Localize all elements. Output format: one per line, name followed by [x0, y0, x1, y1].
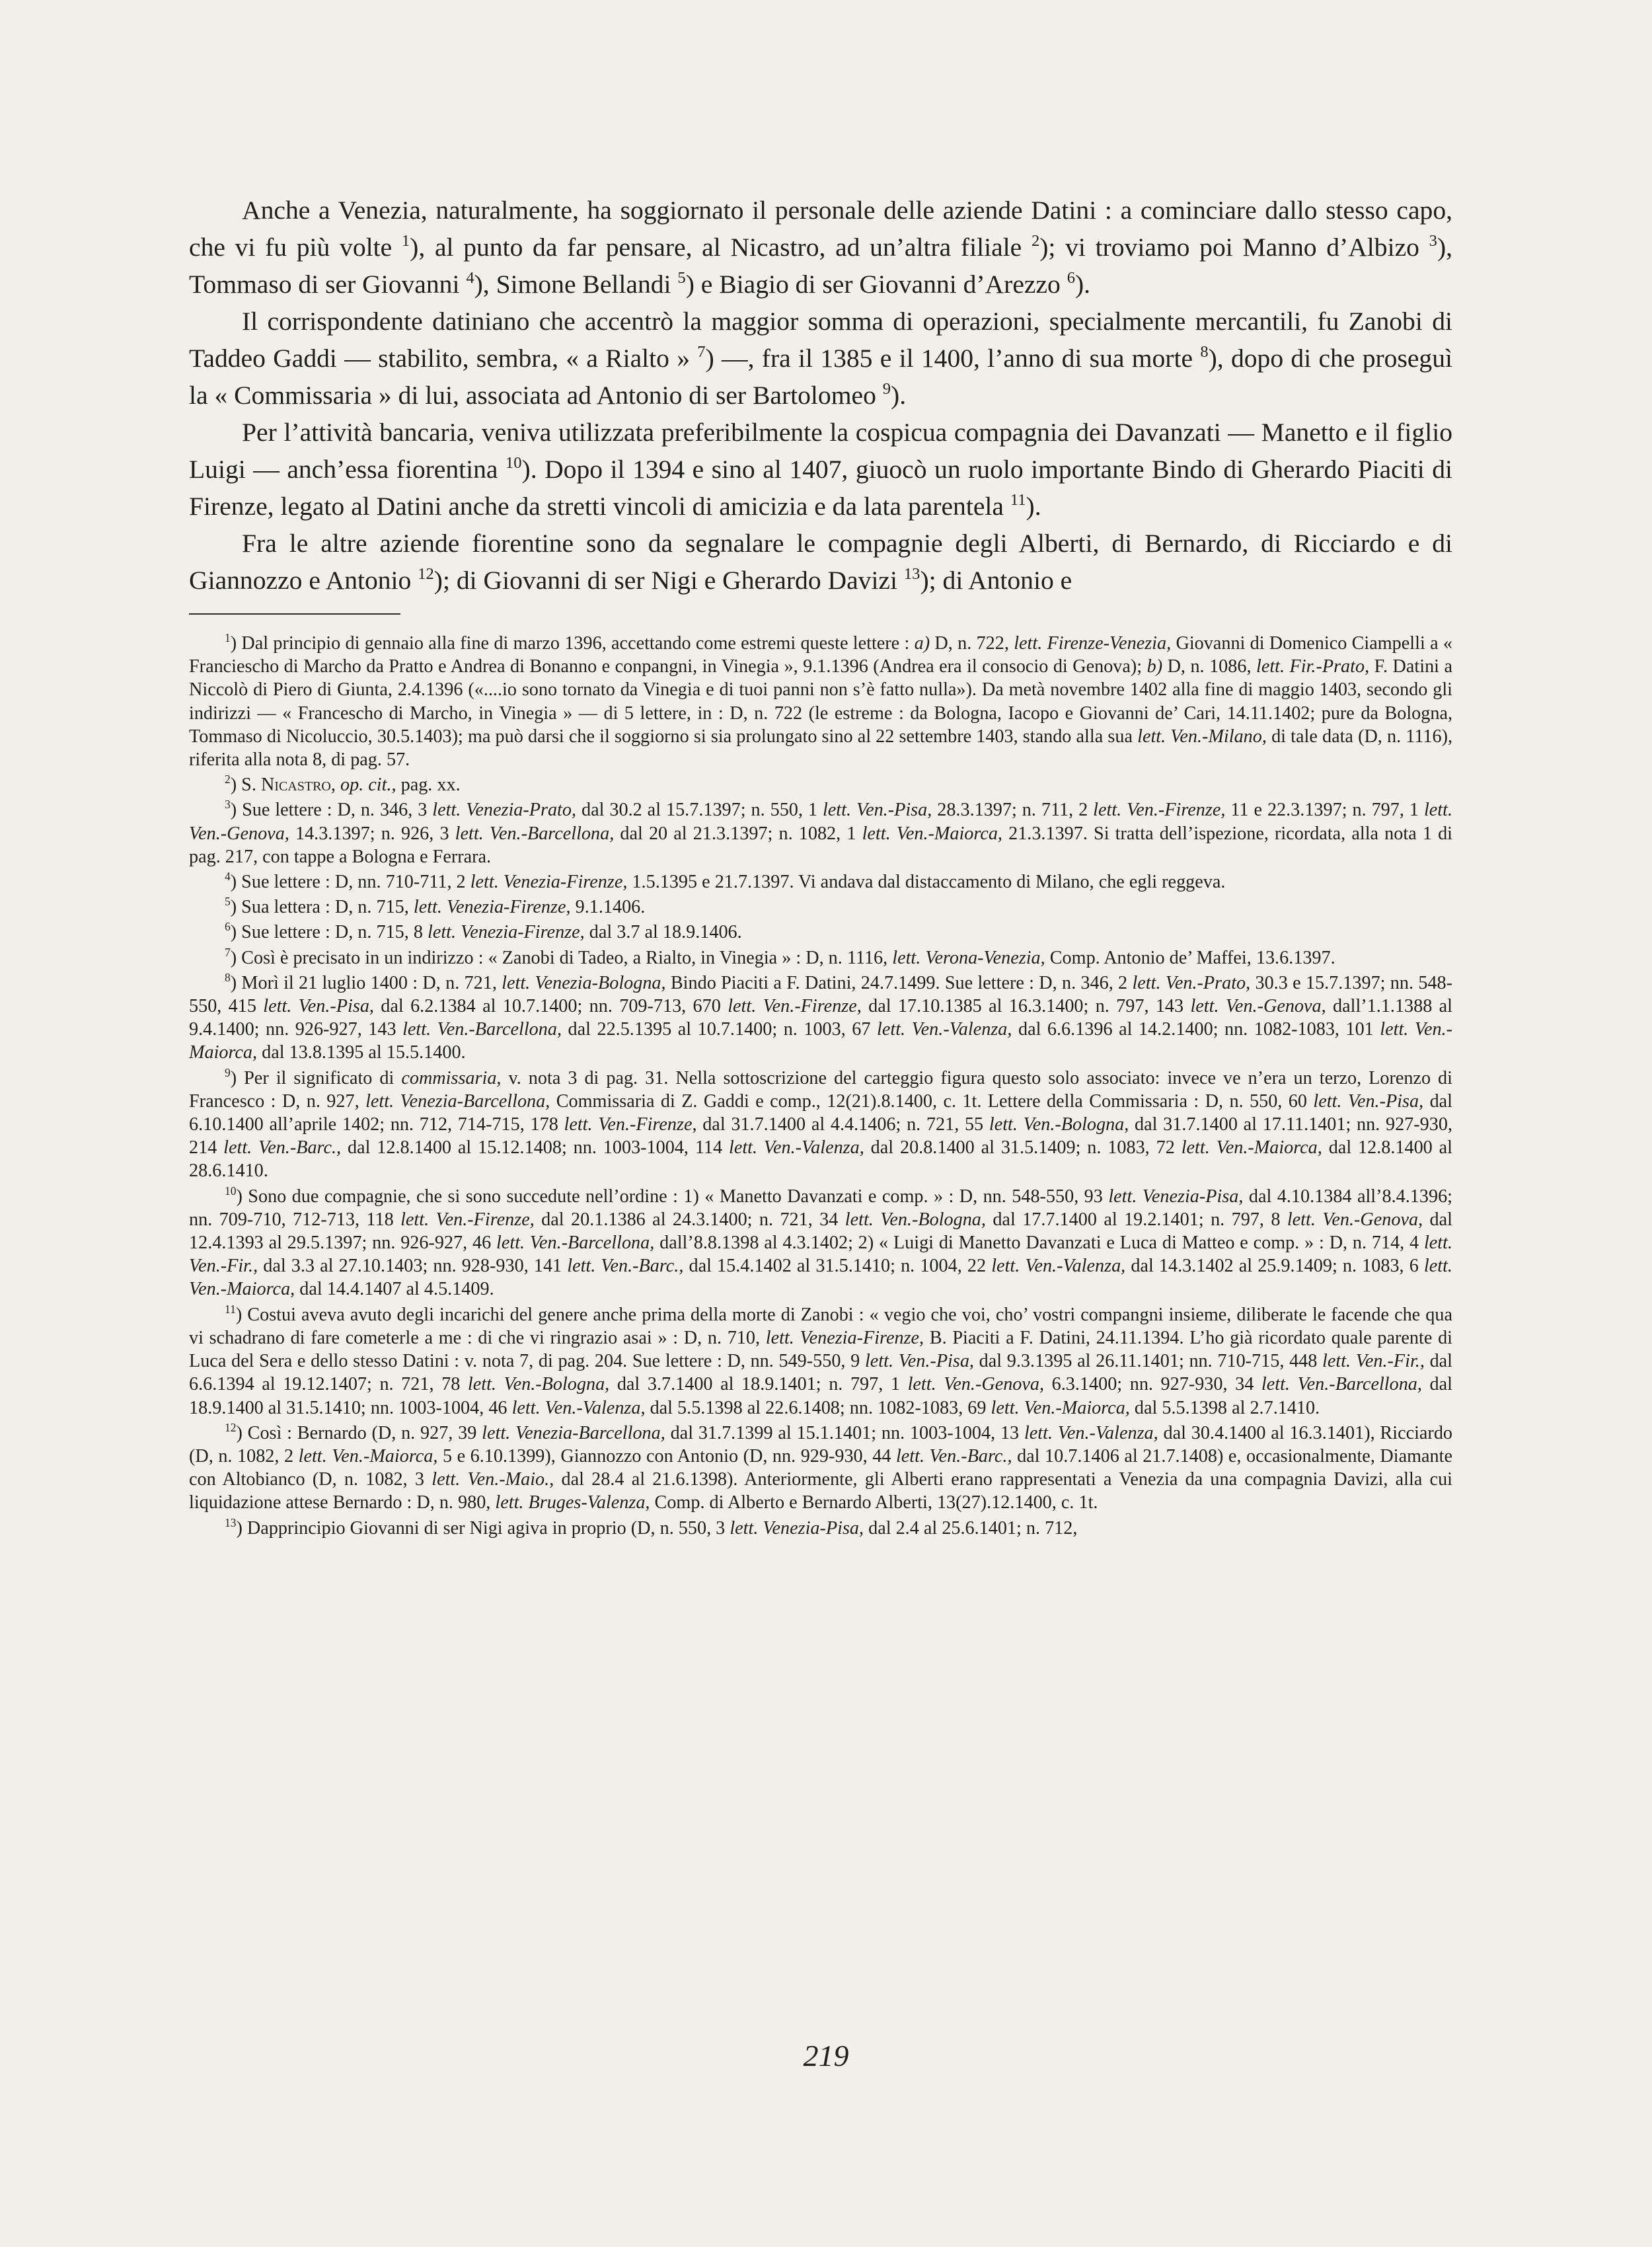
text-run: 5 e 6.10.1399), Giannozzo con Antonio (D, nn. 929-930, 44 [437, 1445, 896, 1466]
italic-text: lett. Ven.-Barc., [567, 1256, 684, 1277]
text-run: Fra le altre aziende fiorentine sono da segnalare le compagnie degli Alberti, di Bernardo, di Ricciardo e di Giannozzo e Antonio [189, 529, 1452, 595]
text-run: dal 12.8.1400 al 28.6.1410. [189, 1137, 1452, 1182]
italic-text: lett. Ven.-Fir., [189, 1233, 1453, 1277]
italic-text: lett. Ven.-Firenze, [400, 1209, 535, 1230]
italic-text: lett. Venezia-Prato, [432, 800, 577, 821]
text-run: ) Sua lettera : D, n. 715, [230, 897, 414, 918]
body-paragraph [189, 303, 1452, 414]
note-marker: 5 [677, 268, 686, 287]
text-run: D, n. 722, [930, 633, 1014, 654]
text-run: dal 5.5.1398 al 2.7.1410. [1129, 1397, 1320, 1418]
italic-text: lett. Ven.-Valenza, [991, 1256, 1126, 1277]
italic-text: lett. Ven.-Maiorca, [862, 823, 1002, 844]
note-marker: 12 [225, 1420, 237, 1434]
italic-text: b) [1146, 656, 1163, 677]
text-run: ). [891, 381, 907, 410]
footnote [189, 773, 1452, 796]
note-marker: 6 [225, 920, 231, 934]
text-run: dal 13.8.1395 al 15.5.1400. [257, 1042, 466, 1063]
note-marker: 7 [697, 342, 706, 361]
note-marker: 9 [882, 379, 891, 398]
note-marker: 9 [225, 1065, 231, 1079]
note-marker: 10 [225, 1184, 237, 1198]
text-run: ) Così : Bernardo (D, n. 927, 39 [236, 1422, 482, 1443]
italic-text: lett. Venezia-Barcellona, [482, 1422, 665, 1443]
text-run: ) Sono due compagnie, che si sono succedute nell’ordine : 1) « Manetto Davanzati e comp. » : D, nn. 548-550, 93 [236, 1186, 1109, 1207]
italic-text: a) [914, 633, 930, 654]
text-run: dal 14.3.1402 al 25.9.1409; n. 1083, 6 [1125, 1256, 1424, 1277]
text-run: Comp. di Alberto e Bernardo Alberti, 13(27).12.1400, c. 1t. [650, 1492, 1098, 1513]
text-run: dal 6.6.1394 al 19.12.1407; n. 721, 78 [189, 1351, 1453, 1395]
text-run: dal 20.8.1400 al 31.5.1409; n. 1083, 72 [864, 1137, 1182, 1159]
text-run: dal 17.7.1400 al 19.2.1401; n. 797, 8 [985, 1209, 1287, 1230]
text-run: ); vi troviamo poi Manno d’Albizo [1039, 233, 1429, 262]
footnote [189, 632, 1452, 771]
italic-text: lett. Fir.-Prato, [1256, 656, 1370, 677]
italic-text: lett. Ven.-Maiorca, [1181, 1137, 1322, 1159]
text-run: dal 17.10.1385 al 16.3.1400; n. 797, 143 [861, 996, 1191, 1017]
italic-text: lett. Ven.-Pisa, [822, 800, 932, 821]
text-run: ) Sue lettere : D, nn. 710-711, 2 [230, 872, 470, 893]
text-run: ), dopo di che proseguì la « Commissaria » di lui, associata ad Antonio di ser Bartolomeo [189, 344, 1452, 410]
footnote [189, 1422, 1452, 1515]
body-paragraph [189, 414, 1452, 525]
text-run: ) Dal principio di gennaio alla fine di marzo 1396, accettando come estremi queste lettere : [230, 633, 915, 654]
italic-text: lett. Ven.-Pisa, [864, 1351, 974, 1372]
footnote [189, 1185, 1452, 1301]
note-marker: 13 [225, 1515, 237, 1529]
italic-text: lett. Venezia-Firenze, [470, 872, 628, 893]
text-run: 9.1.1406. [570, 897, 646, 918]
footnotes [189, 632, 1452, 1540]
italic-text: lett. Ven.-Valenza, [1024, 1422, 1158, 1443]
italic-text: lett. Ven.-Pisa, [1313, 1090, 1424, 1112]
text-run: dal 31.7.1400 al 4.4.1406; n. 721, 55 [696, 1114, 989, 1135]
footnote [189, 946, 1452, 970]
italic-text: lett. Ven.-Genova, [1190, 996, 1326, 1017]
footnote [189, 1517, 1452, 1540]
note-marker: 2 [1031, 231, 1040, 250]
footnote [189, 1067, 1452, 1183]
text-run: 21.3.1397. Si tratta dell’ispezione, ricordata, alla nota 1 di pag. 217, con tappe a Bologna e Ferrara. [189, 823, 1452, 867]
footnote [189, 870, 1452, 894]
italic-text: lett. Ven.-Genova, [1287, 1209, 1423, 1230]
note-marker: 8 [225, 971, 231, 985]
text-run: dal 3.7.1400 al 18.9.1401; n. 797, 1 [609, 1374, 908, 1395]
text-run: ) Morì il 21 luglio 1400 : D, n. 721, [230, 972, 502, 993]
italic-text: lett. Ven.-Genova, [189, 800, 1452, 844]
text-run: ). [1074, 270, 1091, 299]
italic-text: lett. Ven.-Maio., [432, 1469, 554, 1490]
italic-text: commissaria, [401, 1067, 502, 1088]
italic-text: lett. Ven.-Valenza, [728, 1137, 864, 1159]
text-run: Anche a Venezia, naturalmente, ha soggiornato il personale delle aziende Datini : a cominciare dallo stesso capo, che vi fu più volte [189, 196, 1452, 262]
italic-text: lett. Ven.-Barc., [895, 1445, 1012, 1466]
text-run: Per l’attività bancaria, veniva utilizzata preferibilmente la cospicua compagnia dei Davanzati — Manetto e il figlio Luigi — anch’essa fiorentina [189, 418, 1452, 484]
text-run: dal 6.10.1400 all’aprile 1402; nn. 712, 714-715, 178 [189, 1090, 1453, 1135]
note-marker: 12 [418, 564, 434, 583]
text-run: dal 20.1.1386 al 24.3.1400; n. 721, 34 [534, 1209, 845, 1230]
text-run: ) Sue lettere : D, n. 715, 8 [230, 922, 428, 943]
italic-text: lett. Ven.-Maiorca, [991, 1397, 1130, 1418]
footnote [189, 971, 1452, 1065]
text-run: 1.5.1395 e 21.7.1397. Vi andava dal distaccamento di Milano, che egli reggeva. [627, 872, 1226, 893]
italic-text: lett. Ven.-Firenze, [564, 1114, 697, 1135]
text-run: dal 6.2.1384 al 10.7.1400; nn. 709-713, 670 [373, 996, 728, 1017]
text-run: 14.3.1397; n. 926, 3 [289, 823, 455, 844]
text-run: B. Piaciti a F. Datini, 24.11.1394. L’ho già ricordato quale parente di Luca del Sera e dello stesso Datini : v. nota 7, di pag. 204. Sue lettere : D, nn. 549-550, 9 [189, 1327, 1453, 1372]
text-run: dal 12.4.1393 al 29.5.1397; nn. 926-927, 46 [189, 1209, 1452, 1254]
note-marker: 5 [225, 895, 231, 909]
text-run: ) S. [230, 775, 261, 796]
text-run: ), al punto da far pensare, al Nicastro, ad un’altra filiale [410, 233, 1032, 262]
italic-text: lett. Firenze-Venezia, [1014, 633, 1172, 654]
text-run: ). [1026, 492, 1041, 521]
italic-text: lett. Venezia-Pisa, [730, 1517, 864, 1539]
text-run: dal 6.6.1396 al 14.2.1400; nn. 1082-1083, 101 [1012, 1019, 1380, 1040]
text-run: ). Dopo il 1394 e sino al 1407, giuocò un ruolo importante Bindo di Gherardo Piaciti di Firenze, legato al Datini anche da stretti vincoli di amicizia e da lata parentela [189, 455, 1452, 521]
text-run: dal 2.4 al 25.6.1401; n. 712, [864, 1517, 1078, 1539]
text-run: , pag. xx. [391, 775, 461, 796]
italic-text: lett. Venezia-Pisa, [1108, 1186, 1244, 1207]
text-run: , [330, 775, 340, 796]
italic-text: lett. Ven.-Milano, [1137, 726, 1267, 747]
body-text [189, 192, 1452, 599]
text-run: dal 31.7.1399 al 15.1.1401; nn. 1003-1004, 13 [665, 1422, 1024, 1443]
text-run: ) Costui aveva avuto degli incarichi del genere anche prima della morte di Zanobi : « vegio che voi, cho’ vostri compangni insieme, diliberate le facende che qua vi schadrano di fare cometerle a me : di che vi ringrazio asai » : D, n. 710, [189, 1304, 1452, 1348]
italic-text: lett. Ven.-Maiorca, [189, 1256, 1452, 1300]
footnote-separator [189, 613, 400, 615]
italic-text: lett. Ven.-Bologna, [467, 1374, 610, 1395]
italic-text: lett. Ven.-Genova, [907, 1374, 1045, 1395]
italic-text: lett. Venezia-Firenze, [413, 897, 571, 918]
text-run: dal 28.4 al 21.6.1398). Anteriormente, gli Alberti erano rappresentati a Venezia da una compagnia Davizi, alla cui liquidazione attese Bernardo : D, n. 980, [189, 1469, 1452, 1513]
note-marker: 1 [225, 631, 231, 645]
text-run: dal 12.8.1400 al 15.12.1408; nn. 1003-1004, 114 [341, 1137, 729, 1159]
text-run: Bindo Piaciti a F. Datini, 24.7.1499. Sue lettere : D, n. 346, 2 [665, 972, 1133, 993]
note-marker: 10 [505, 453, 522, 472]
footnote [189, 895, 1452, 919]
text-run: ) Per il significato di [230, 1067, 402, 1088]
note-marker: 13 [903, 564, 920, 583]
note-marker: 11 [225, 1302, 236, 1316]
text-run: dall’1.1.1388 al 9.4.1400; nn. 926-927, 143 [189, 996, 1453, 1040]
note-marker: 8 [1200, 342, 1209, 361]
footnote [189, 921, 1452, 944]
italic-text: lett. Venezia-Barcellona, [365, 1090, 550, 1112]
note-marker: 6 [1067, 268, 1075, 287]
italic-text: lett. Ven.-Barc., [223, 1137, 342, 1159]
italic-text: lett. Ven.-Firenze, [728, 996, 862, 1017]
text-run: dal 14.4.1407 al 4.5.1409. [295, 1279, 494, 1300]
text-run: ); di Antonio e [920, 566, 1072, 595]
text-run: di tale data (D, n. 1116), riferita alla nota 8, di pag. 57. [189, 726, 1453, 771]
text-run: Il corrispondente datiniano che accentrò la maggior somma di operazioni, specialmente mercantili, fu Zanobi di Taddeo Gaddi — stabilito, sembra, « a Rialto » [189, 307, 1452, 373]
italic-text: lett. Ven.-Bologna, [845, 1209, 986, 1230]
note-marker: 4 [225, 870, 231, 884]
italic-text: lett. Venezia-Firenze, [428, 922, 585, 943]
italic-text: lett. Verona-Venezia, [892, 947, 1045, 968]
text-run: 11 e 22.3.1397; n. 797, 1 [1225, 800, 1424, 821]
body-paragraph [189, 525, 1452, 599]
italic-text: lett. Venezia-Bologna, [502, 972, 666, 993]
text-run: F. Datini a Niccolò di Piero di Giunta, 2.4.1396 («....io sono tornato da Vinegia e di tuoi panni non s’è fatto nulla»). Da metà novembre 1402 alla fine di maggio 1403, secondo gli indirizzi — « Francescho di Marcho, in Vinegia » — di 5 lettere, in : D, n. 722 (le estreme : da Bologna, Iacopo e Giovanni de’ Cari, 14.11.1402; pure da Bologna, Tommaso di Nicoluccio, 30.5.1403); ma può darsi che il soggiorno si sia prolungato sino al 22 settembre 1403, stando alla sua [189, 656, 1453, 747]
note-marker: 11 [1010, 490, 1026, 509]
text-run: dall’8.8.1398 al 4.3.1402; 2) « Luigi di Manetto Davanzati e Luca di Matteo e comp. » : D, n. 714, 4 [654, 1233, 1424, 1254]
text-run: v. nota 3 di pag. 31. Nella sottoscrizione del carteggio figura questo solo associato: invece ve n’era un terzo, Lorenzo di Francesco : D, n. 927, [189, 1067, 1452, 1112]
italic-text: lett. Venezia-Firenze, [765, 1327, 924, 1348]
italic-text: lett. Ven.-Maiorca, [298, 1445, 438, 1466]
text-run: dal 31.7.1400 al 17.11.1401; nn. 927-930, 214 [189, 1114, 1452, 1159]
text-run: dal 4.10.1384 all’8.4.1396; nn. 709-710, 712-713, 118 [189, 1186, 1452, 1230]
text-run: dal 3.3 al 27.10.1403; nn. 928-930, 141 [258, 1256, 568, 1277]
text-run: dal 18.9.1400 al 31.5.1410; nn. 1003-1004, 46 [189, 1374, 1452, 1418]
italic-text: lett. Ven.-Barcellona, [402, 1019, 562, 1040]
text-run: dal 30.4.1400 al 16.3.1401), Ricciardo (D, n. 1082, 2 [189, 1422, 1453, 1466]
page-text [189, 192, 1452, 1542]
italic-text: lett. Ven.-Firenze, [1093, 800, 1226, 821]
text-run: Giovanni di Domenico Ciampelli a « Franciescho di Marcho da Pratto e Andrea di Bonanno e conpangni, in Vinegia », 9.1.1396 (Andrea era il consocio di Genova); [189, 633, 1452, 677]
text-run: ) Così è precisato in un indirizzo : « Zanobi di Tadeo, a Rialto, in Vinegia » : D, n. 1116, [230, 947, 893, 968]
note-marker: 1 [401, 231, 410, 250]
italic-text: lett. Ven.-Valenza, [511, 1397, 646, 1418]
text-run: ), Tommaso di ser Giovanni [189, 233, 1453, 299]
italic-text: lett. Ven.-Fir., [1322, 1351, 1425, 1372]
italic-text: lett. Ven.-Barcellona, [496, 1233, 655, 1254]
italic-text: lett. Ven.-Pisa, [263, 996, 374, 1017]
small-caps-text: Nicastro [260, 775, 331, 796]
text-run: Comp. Antonio de’ Maffei, 13.6.1397. [1045, 947, 1335, 968]
italic-text: lett. Ven.-Barcellona, [1261, 1374, 1422, 1395]
text-run: ), Simone Bellandi [474, 270, 678, 299]
text-run: ); di Giovanni di ser Nigi e Gherardo Davizi [433, 566, 904, 595]
italic-text: lett. Ven.-Bologna, [989, 1114, 1129, 1135]
text-run: 28.3.1397; n. 711, 2 [932, 800, 1094, 821]
footnote [189, 798, 1452, 868]
italic-text: lett. Ven.-Maiorca, [189, 1019, 1452, 1063]
text-run: dal 20 al 21.3.1397; n. 1082, 1 [614, 823, 862, 844]
text-run: dal 5.5.1398 al 22.6.1408; nn. 1082-1083, 69 [645, 1397, 991, 1418]
page-number: 219 [803, 2039, 849, 2073]
text-run: dal 22.5.1395 al 10.7.1400; n. 1003, 67 [562, 1019, 878, 1040]
note-marker: 2 [225, 773, 231, 786]
italic-text: lett. Ven.-Barcellona, [455, 823, 615, 844]
text-run: dal 30.2 al 15.7.1397; n. 550, 1 [576, 800, 823, 821]
text-run: ) Dapprincipio Giovanni di ser Nigi agiva in proprio (D, n. 550, 3 [236, 1517, 730, 1539]
text-run: Commissaria di Z. Gaddi e comp., 12(21).8.1400, c. 1t. Lettere della Commissaria : D, n. 550, 60 [550, 1090, 1314, 1112]
italic-text: lett. Ven.-Prato, [1132, 972, 1251, 993]
text-run: 6.3.1400; nn. 927-930, 34 [1044, 1374, 1261, 1395]
note-marker: 4 [466, 268, 474, 287]
italic-text: lett. Bruges-Valenza, [495, 1492, 650, 1513]
text-run: D, n. 1086, [1162, 656, 1256, 677]
body-paragraph [189, 192, 1452, 303]
footnote [189, 1303, 1452, 1420]
note-marker: 3 [1429, 231, 1437, 250]
text-run: ) —, fra il 1385 e il 1400, l’anno di sua morte [705, 344, 1201, 373]
italic-text: op. cit. [340, 775, 392, 796]
note-marker: 3 [225, 798, 231, 812]
text-run: dal 3.7 al 18.9.1406. [584, 922, 742, 943]
text-run: ) e Biagio di ser Giovanni d’Arezzo [685, 270, 1067, 299]
text-run: ) Sue lettere : D, n. 346, 3 [230, 800, 433, 821]
italic-text: lett. Ven.-Valenza, [877, 1019, 1012, 1040]
text-run: dal 10.7.1406 al 21.7.1408) e, occasionalmente, Diamante con Altobianco (D, n. 1082, 3 [189, 1445, 1452, 1490]
note-marker: 7 [225, 945, 231, 959]
text-run: 30.3 e 15.7.1397; nn. 548-550, 415 [189, 972, 1452, 1017]
text-run: dal 15.4.1402 al 31.5.1410; n. 1004, 22 [683, 1256, 992, 1277]
text-run: dal 9.3.1395 al 26.11.1401; nn. 710-715, 448 [973, 1351, 1323, 1372]
